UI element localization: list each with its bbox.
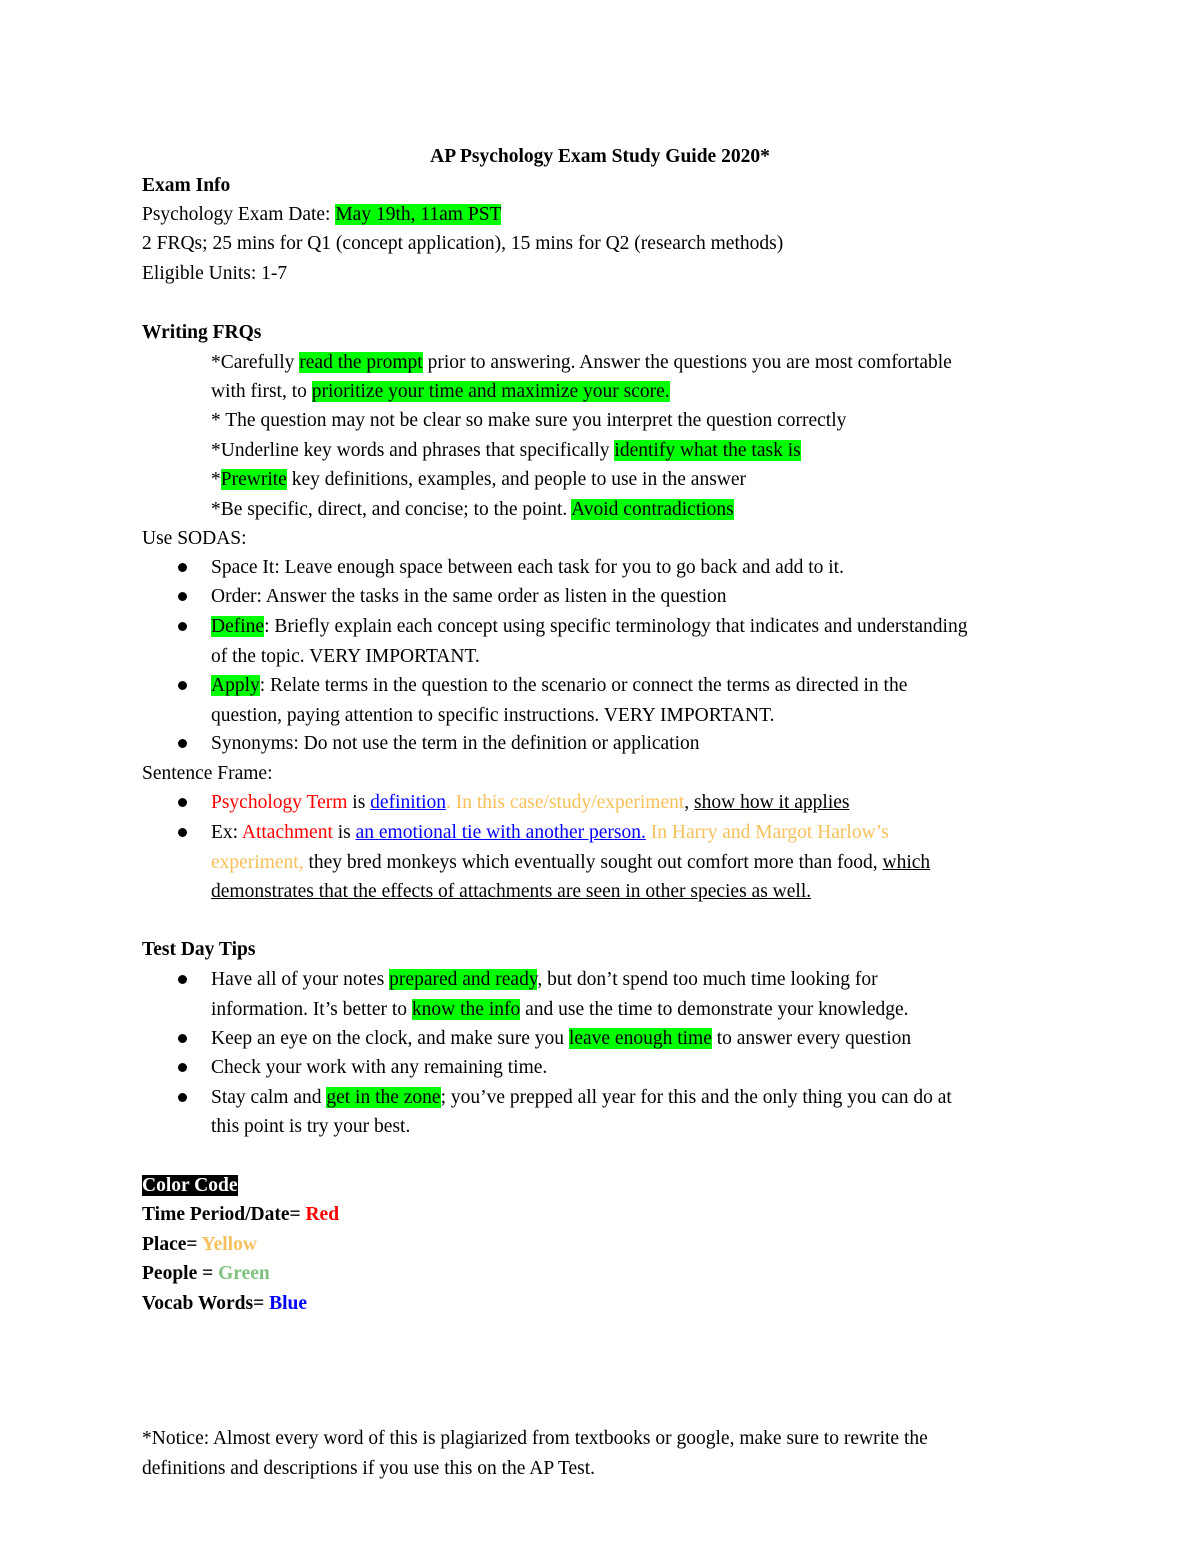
- exam-date-value: May 19th, 11am PST: [335, 204, 502, 225]
- bullet-icon: [178, 563, 187, 572]
- text: is: [332, 822, 356, 843]
- case: In this case/study/experiment: [455, 792, 685, 813]
- highlight: prioritize your time and maximize your score.: [311, 381, 670, 402]
- writing-line-3: * The question may not be clear so make sure you interpret the question correctly: [211, 410, 847, 431]
- text: Ex:: [211, 822, 242, 843]
- color-code-place: [142, 1233, 257, 1257]
- highlight: Define: [211, 616, 265, 637]
- highlight: read the prompt: [299, 352, 423, 373]
- sodas-synonyms: Synonyms: Do not use the term in the definition or application: [211, 733, 700, 754]
- text: and use the time to demonstrate your knowledge.: [520, 999, 909, 1020]
- sodas-heading: Use SODAS:: [142, 528, 247, 549]
- text: , but don’t spend too much time looking for: [537, 969, 878, 990]
- term: Psychology Term: [211, 792, 348, 813]
- highlight: Avoid contradictions: [571, 499, 734, 520]
- writing-line-1: [211, 351, 952, 375]
- bullet-icon: [178, 681, 187, 690]
- sodas-define-cont: of the topic. VERY IMPORTANT.: [211, 646, 480, 667]
- tip-2: [211, 1027, 911, 1051]
- text: *Carefully: [211, 352, 300, 373]
- bullet-icon: [178, 622, 187, 631]
- text: with first, to: [211, 381, 312, 402]
- value: Red: [305, 1204, 340, 1225]
- highlight: Apply: [211, 675, 260, 696]
- highlight: identify what the task is: [614, 440, 801, 461]
- label: Time Period/Date=: [142, 1204, 306, 1225]
- text: prior to answering. Answer the questions you are most comfortable: [422, 352, 952, 373]
- term: Attachment: [241, 822, 333, 843]
- tip-1-cont: [211, 998, 909, 1022]
- sentence-frame-heading: Sentence Frame:: [142, 763, 273, 784]
- color-code-people: [142, 1262, 270, 1286]
- text: *: [211, 469, 221, 490]
- text: : Briefly explain each concept using specific terminology that indicates and understanding: [264, 616, 968, 637]
- application: show how it applies: [694, 792, 850, 813]
- heading-text: Color Code: [142, 1175, 238, 1196]
- color-code-vocab: [142, 1292, 307, 1316]
- notice-line-2: definitions and descriptions if you use this on the AP Test.: [142, 1458, 596, 1479]
- bullet-icon: [178, 1063, 187, 1072]
- highlight: leave enough time: [568, 1028, 712, 1049]
- sodas-define: [211, 615, 967, 639]
- text: ,: [684, 792, 695, 813]
- sodas-apply: [211, 674, 907, 698]
- frame-example-2: [211, 851, 930, 875]
- eligible-units: Eligible Units: 1-7: [142, 263, 288, 284]
- text: ; you’ve prepped all year for this and the only thing you can do at: [440, 1087, 952, 1108]
- tip-4-cont: this point is try your best.: [211, 1116, 411, 1137]
- exam-date-label: Psychology Exam Date:: [142, 204, 336, 225]
- highlight: prepared and ready: [389, 969, 538, 990]
- text: *Underline key words and phrases that specifically: [211, 440, 615, 461]
- color-code-time: [142, 1203, 339, 1227]
- text: *Be specific, direct, and concise; to the point.: [211, 499, 572, 520]
- frame-line-1: [211, 791, 849, 815]
- label: People =: [142, 1263, 219, 1284]
- definition: an emotional tie with another person.: [355, 822, 646, 843]
- sodas-order: Order: Answer the tasks in the same order as listen in the question: [211, 586, 727, 607]
- highlight: know the info: [411, 999, 521, 1020]
- text: Keep an eye on the clock, and make sure you: [211, 1028, 569, 1049]
- writing-line-6: [211, 498, 734, 522]
- tip-3: Check your work with any remaining time.: [211, 1057, 548, 1078]
- highlight: get in the zone: [326, 1087, 441, 1108]
- text: Have all of your notes: [211, 969, 390, 990]
- tip-1: [211, 968, 878, 992]
- tip-4: [211, 1086, 952, 1110]
- text: to answer every question: [711, 1028, 912, 1049]
- value: Blue: [269, 1293, 308, 1314]
- bullet-icon: [178, 798, 187, 807]
- text: key definitions, examples, and people to use in the answer: [286, 469, 747, 490]
- color-code-heading: [142, 1174, 238, 1198]
- page-title: AP Psychology Exam Study Guide 2020*: [430, 146, 770, 167]
- bullet-icon: [178, 828, 187, 837]
- writing-line-4: [211, 439, 801, 463]
- frq-info: 2 FRQs; 25 mins for Q1 (concept application), 15 mins for Q2 (research methods): [142, 233, 784, 254]
- text: they bred monkeys which eventually sought out comfort more than food,: [303, 852, 883, 873]
- bullet-icon: [178, 739, 187, 748]
- place: experiment,: [211, 852, 304, 873]
- exam-date-line: [142, 203, 501, 227]
- bullet-icon: [178, 592, 187, 601]
- label: Place=: [142, 1234, 202, 1255]
- highlight: Prewrite: [220, 469, 287, 490]
- notice-line-1: *Notice: Almost every word of this is plagiarized from textbooks or google, make sure to rewrite the: [142, 1428, 928, 1449]
- text: : Relate terms in the question to the scenario or connect the terms as directed in the: [259, 675, 908, 696]
- text: is: [347, 792, 371, 813]
- frame-example-3: demonstrates that the effects of attachments are seen in other species as well.: [211, 881, 812, 902]
- sodas-apply-cont: question, paying attention to specific instructions. VERY IMPORTANT.: [211, 705, 775, 726]
- bullet-icon: [178, 975, 187, 984]
- text: Stay calm and: [211, 1087, 327, 1108]
- text: .: [446, 792, 456, 813]
- label: Vocab Words=: [142, 1293, 270, 1314]
- sodas-space: Space It: Leave enough space between each task for you to go back and add to it.: [211, 557, 844, 578]
- test-day-tips-heading: Test Day Tips: [142, 939, 256, 960]
- place: In Harry and Margot Harlow’s: [650, 822, 889, 843]
- value: Yellow: [201, 1234, 257, 1255]
- exam-info-heading: Exam Info: [142, 175, 231, 196]
- writing-frqs-heading: Writing FRQs: [142, 322, 262, 343]
- bullet-icon: [178, 1093, 187, 1102]
- writing-line-5: [211, 468, 746, 492]
- definition: definition: [370, 792, 446, 813]
- application: which: [882, 852, 931, 873]
- bullet-icon: [178, 1034, 187, 1043]
- text: information. It’s better to: [211, 999, 412, 1020]
- writing-line-2: [211, 380, 670, 404]
- frame-example-1: [211, 821, 889, 845]
- value: Green: [218, 1263, 270, 1284]
